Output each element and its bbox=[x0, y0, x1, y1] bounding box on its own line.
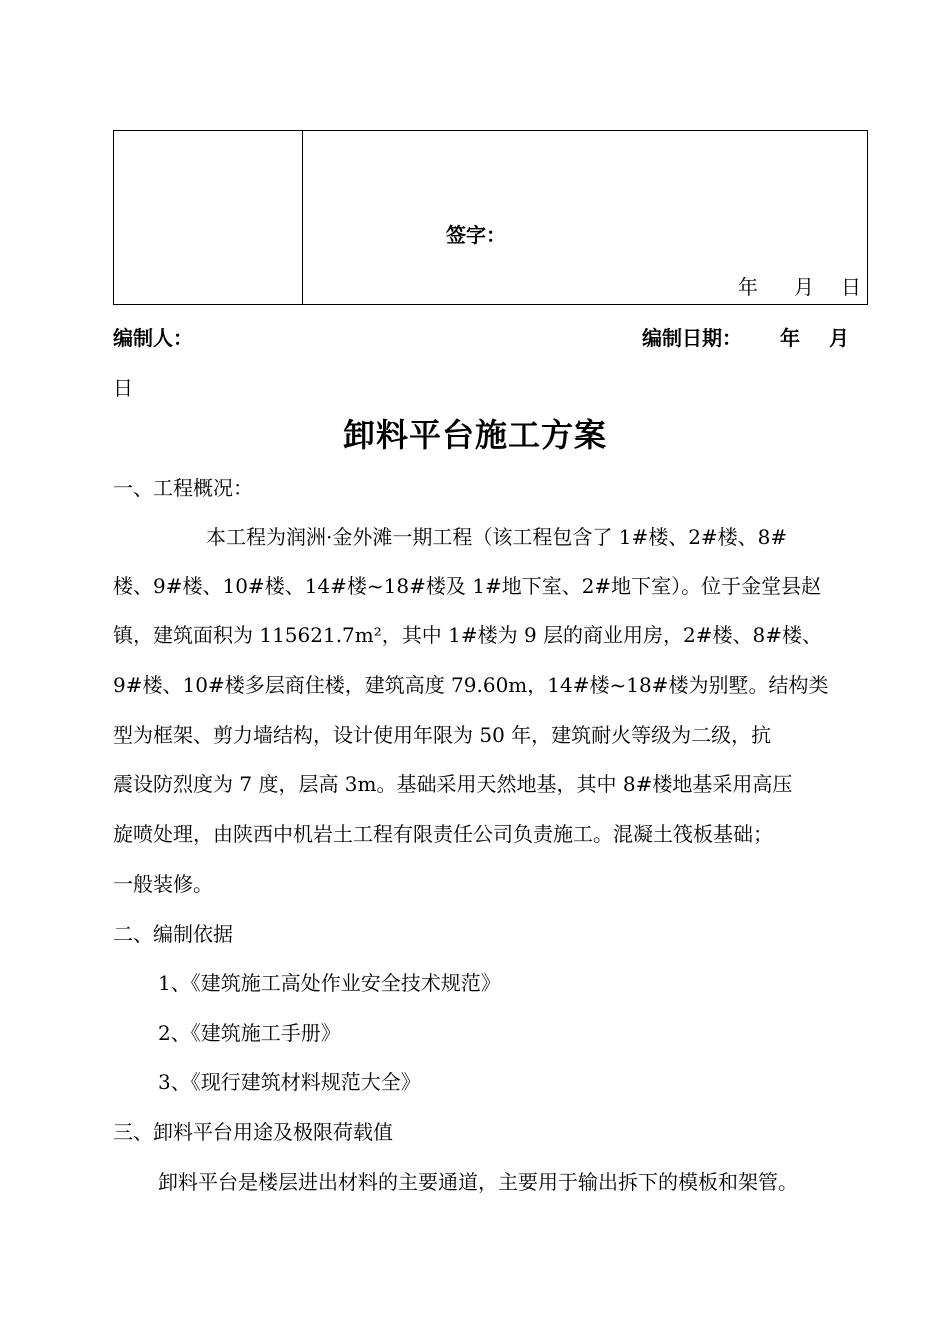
signature-label: 签字： bbox=[446, 223, 506, 247]
section-2-item: 3、《现行建筑材料规范大全》 bbox=[158, 1070, 421, 1094]
document-title: 卸料平台施工方案 bbox=[342, 416, 607, 454]
section-1-paragraph-line: 楼、9#楼、10#楼、14#楼~18#楼及 1#地下室、2#地下室）。位于金堂县赵 bbox=[113, 574, 822, 598]
signature-month: 月 bbox=[794, 275, 814, 299]
signature-table-left-cell bbox=[114, 131, 303, 304]
date-day: 日 bbox=[113, 376, 133, 400]
date-year: 年 bbox=[780, 326, 800, 350]
section-1-paragraph-line: 型为框架、剪力墙结构，设计使用年限为 50 年，建筑耐火等级为二级，抗 bbox=[113, 723, 772, 747]
section-2-heading: 二、编制依据 bbox=[113, 922, 233, 946]
editor-label: 编制人： bbox=[113, 326, 193, 350]
section-3-paragraph-line: 卸料平台是楼层进出材料的主要通道，主要用于输出拆下的模板和架管。 bbox=[158, 1170, 798, 1194]
signature-table bbox=[113, 130, 868, 305]
section-2-item: 1、《建筑施工高处作业安全技术规范》 bbox=[158, 971, 501, 995]
date-month: 月 bbox=[829, 326, 849, 350]
section-1-heading: 一、工程概况： bbox=[113, 476, 253, 500]
section-1-paragraph-line: 9#楼、10#楼多层商住楼，建筑高度 79.60m，14#楼~18#楼为别墅。结构类 bbox=[113, 673, 829, 697]
date-label: 编制日期： bbox=[642, 326, 742, 350]
section-1-paragraph-line: 本工程为润洲·金外滩一期工程（该工程包含了 1#楼、2#楼、8# bbox=[206, 525, 788, 549]
signature-day: 日 bbox=[841, 275, 861, 299]
section-1-paragraph-line: 一般装修。 bbox=[113, 872, 213, 896]
section-2-item: 2、《建筑施工手册》 bbox=[158, 1021, 341, 1045]
section-1-paragraph-line: 镇，建筑面积为 115621.7m²，其中 1#楼为 9 层的商业用房，2#楼、8#楼、 bbox=[113, 623, 823, 647]
section-3-heading: 三、卸料平台用途及极限荷载值 bbox=[113, 1120, 393, 1144]
section-1-paragraph-line: 旋喷处理，由陕西中机岩土工程有限责任公司负责施工。混凝土筏板基础； bbox=[113, 822, 773, 846]
signature-year: 年 bbox=[738, 275, 758, 299]
section-1-paragraph-line: 震设防烈度为 7 度，层高 3m。基础采用天然地基，其中 8#楼地基采用高压 bbox=[113, 772, 793, 796]
